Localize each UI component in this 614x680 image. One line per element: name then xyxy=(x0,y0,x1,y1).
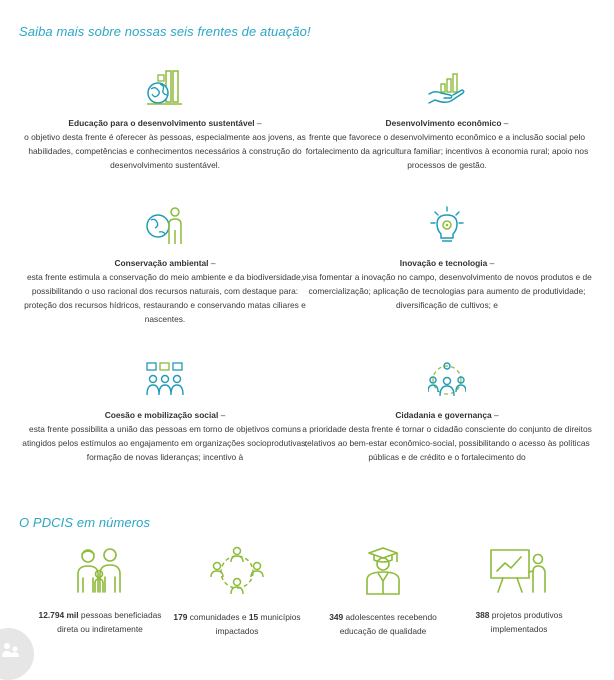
front-title: Inovação e tecnologia xyxy=(399,258,488,268)
family-icon xyxy=(72,546,128,594)
front-title: Desenvolvimento econômico xyxy=(385,118,502,128)
accessibility-button[interactable] xyxy=(0,628,34,680)
front-citizenship: Cidadania e governança – a prioridade desta frente é tornar o cidadão consciente do conjunto de direitos relativos ao bem-estar econômico-social, possibilitando o acesso às políticas públicas e de crédito e o fortalecimento do xyxy=(297,362,597,464)
community-network-icon xyxy=(210,546,264,596)
people-circle-icon xyxy=(428,362,466,398)
globe-person-icon xyxy=(145,206,185,246)
front-environment: Conservação ambiental – esta frente estimula a conservação do meio ambiente e da biodiversidade, possibilitando o uso racional dos recursos naturais, com destaque para: proteção dos recursos hídricos, restaurando e conservando matas ciliares e nascentes. xyxy=(15,206,315,326)
people-speech-icon xyxy=(146,362,184,398)
stat-communities: 179 comunidades e 15 municípios impactados xyxy=(172,546,302,638)
lightbulb-icon xyxy=(429,206,465,246)
front-innovation: Inovação e tecnologia – visa fomentar a inovação no campo, desenvolvimento de novos produtos e de comercialização; aplicação de tecnologias para aumento de produtividade; diversificação de cultivos; e xyxy=(297,206,597,312)
presentation-chart-icon xyxy=(489,546,549,594)
front-description: o objetivo desta frente é oferecer às pessoas, especialmente aos jovens, as habilidades, competências e conhecimentos necessários à construção do desenvolvimento sustentável. xyxy=(24,132,306,170)
people-icon xyxy=(2,642,20,658)
front-title: Cidadania e governança xyxy=(395,410,492,420)
numbers-heading: O PDCIS em números xyxy=(19,515,151,530)
globe-books-icon xyxy=(146,70,184,106)
front-description: esta frente estimula a conservação do meio ambiente e da biodiversidade, possibilitando o uso racional dos recursos naturais, com destaque para: proteção dos recursos hídricos, restaurando e conservando matas ciliares e nascentes. xyxy=(24,272,306,324)
front-description: visa fomentar a inovação no campo, desenvolvimento de novos produtos e de comercialização; aplicação de tecnologias para aumento de produtividade; diversificação de cultivos; e xyxy=(302,272,592,310)
front-social-cohesion: Coesão e mobilização social – esta frente possibilita a união das pessoas em torno de objetivos comuns atingidos pelos estímulos ao engajamento em organizações socioprodutivas; formação de novas lideranças; incentivo à xyxy=(15,362,315,464)
front-description: a prioridade desta frente é tornar o cidadão consciente do conjunto de direitos relativos ao bem-estar econômico-social, possibilitando o acesso às políticas públicas e de crédito e o fortalecimento do xyxy=(302,424,592,462)
front-education: Educação para o desenvolvimento sustentável – o objetivo desta frente é oferecer às pessoas, especialmente aos jovens, as habilidades, competências e conhecimentos necessários à construção do desenvolvimento sustentável. xyxy=(15,70,315,172)
stat-projects: 388 projetos produtivos implementados xyxy=(454,546,584,636)
front-title: Educação para o desenvolvimento sustentável xyxy=(68,118,255,128)
stat-people: 12.794 mil pessoas beneficiadas direta ou indiretamente xyxy=(35,546,165,636)
graduate-icon xyxy=(363,546,403,596)
front-economic: Desenvolvimento econômico – frente que favorece o desenvolvimento econômico e a inclusão social pelo fortalecimento da agricultura familiar; incentivos à economia rural; apoio nos processos de gestão. xyxy=(297,70,597,172)
front-title: Coesão e mobilização social xyxy=(104,410,219,420)
section-heading: Saiba mais sobre nossas seis frentes de atuação! xyxy=(19,24,311,39)
front-description: esta frente possibilita a união das pessoas em torno de objetivos comuns atingidos pelos estímulos ao engajamento em organizações socioprodutivas; formação de novas lideranças; incentivo à xyxy=(22,424,308,462)
stat-adolescents: 349 adolescentes recebendo educação de qualidade xyxy=(318,546,448,638)
front-title: Conservação ambiental xyxy=(114,258,209,268)
hand-growth-chart-icon xyxy=(427,70,467,106)
front-description: frente que favorece o desenvolvimento econômico e a inclusão social pelo fortalecimento da agricultura familiar; incentivos à economia rural; apoio nos processos de gestão. xyxy=(305,132,589,170)
